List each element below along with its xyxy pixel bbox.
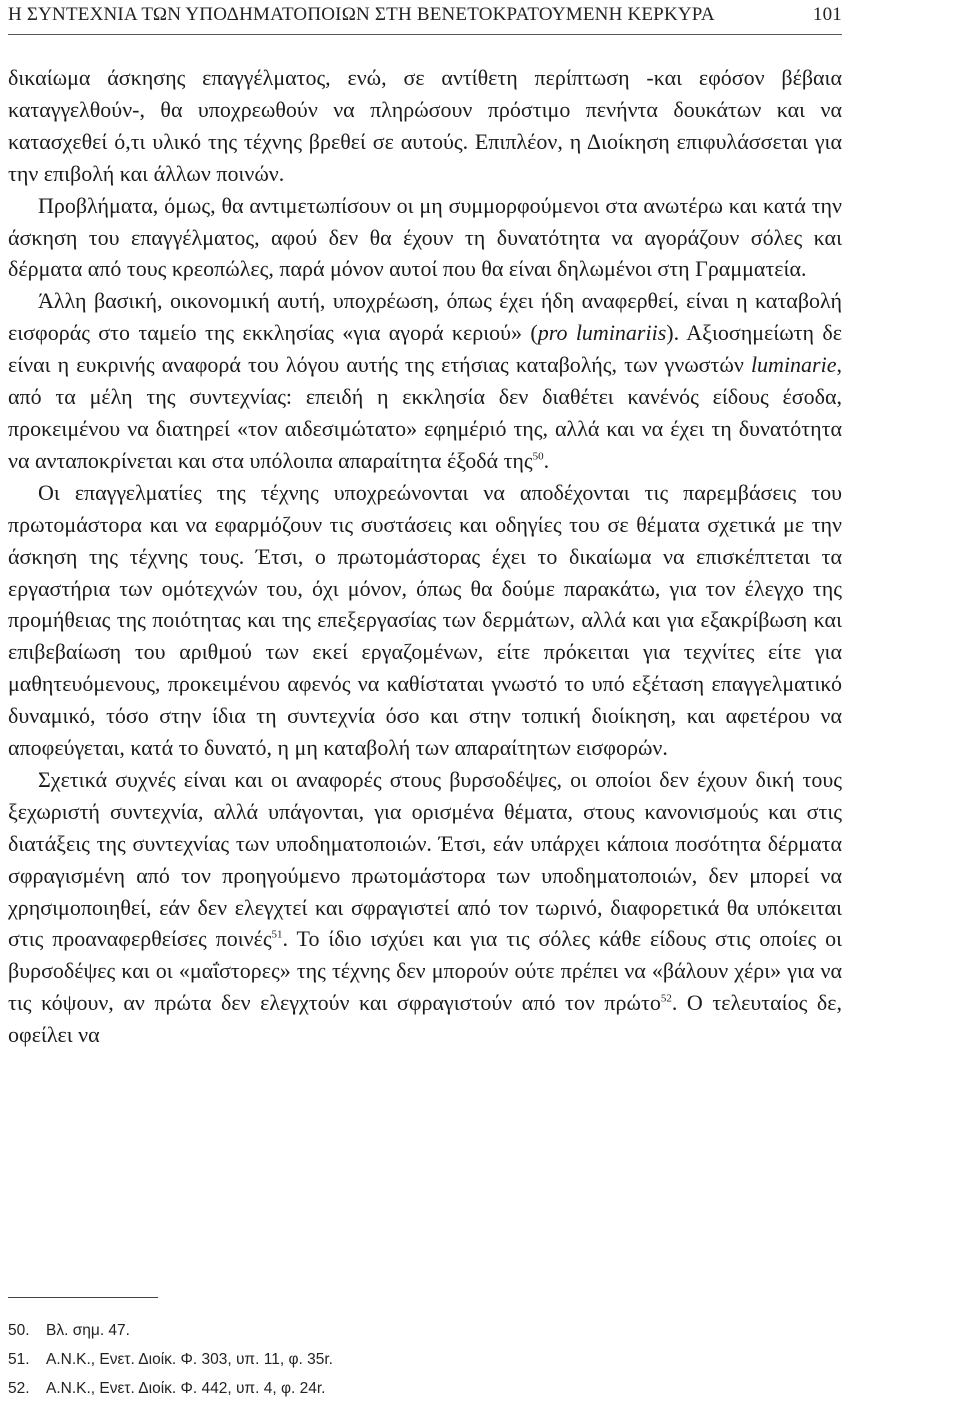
footnote (8, 1374, 842, 1403)
text-run: . Ο τελευταίος δε, οφείλει να (8, 990, 842, 1048)
text-run: . Το ίδιο ισχύει και για τις σόλες κάθε είδους στις οποίες οι βυρσοδέψες και οι «μαΐστορες» της τέχνης δεν μπορούν ούτε πρέπει να «βάλουν χέρι» για να τις κόψουν, αν πρώτα δεν ελεγχτούν και σφραγιστούν από τον πρώτο (8, 926, 843, 1016)
page-number: 101 (812, 4, 842, 25)
footnote-text: Βλ. σημ. 47. (46, 1322, 130, 1339)
text-run: Άλλη βασική, οικονομική αυτή, υποχρέωση, όπως έχει ήδη αναφερθεί, είναι η καταβολή εισφοράς στο ταμείο της εκκλησίας «για αγορά κεριού» ( (8, 288, 842, 346)
footnote-rule (8, 1297, 158, 1298)
footnote-ref[interactable]: 52 (660, 992, 672, 1005)
footnote-text: Α.Ν.Κ., Ενετ. Διοίκ. Φ. 442, υπ. 4, φ. 24r. (46, 1380, 326, 1397)
footnote-number: 50. (8, 1322, 30, 1339)
text-run: , από τα μέλη της συντεχνίας: επειδή η εκκλησία δεν διαθέτει κανένός είδους έσοδα, προκειμένου να διατηρεί «τον αιδεσιμώτατο» εφημέριό της, αλλά και να έχει τη δυνατότητα να ανταποκρίνεται και στα υπόλοιπα απαραίτητα έξοδά της (8, 352, 842, 473)
footnote-ref[interactable]: 51 (271, 929, 283, 942)
paragraph: δικαίωμα άσκησης επαγγέλματος, ενώ, σε αντίθετη περίπτωση -και εφόσον βέβαια καταγγελθούν-, θα υποχρεωθούν να πληρώσουν πρόστιμο πενήντα δουκάτων και να κατασχεθεί ό,τι υλικό της τέχνης βρεθεί σε αυτούς. Επιπλέον, η Διοίκηση επιφυλάσσεται για την επιβολή και άλλων ποινών. (8, 65, 842, 186)
paragraph: Προβλήματα, όμως, θα αντιμετωπίσουν οι μη συμμορφούμενοι στα ανωτέρω και κατά την άσκηση του επαγγέλματος, αφού δεν θα έχουν τη δυνατότητα να αγοράζουν σόλες και δέρματα από τους κρεοπώλες, παρά μόνον αυτοί που θα είναι δηλωμένοι στη Γραμματεία. (8, 192, 842, 282)
running-title: Η ΣΥΝΤΕΧΝΙΑ ΤΩΝ ΥΠΟΔΗΜΑΤΟΠΟΙΩΝ ΣΤΗ ΒΕΝΕΤΟΚΡΑΤΟΥΜΕΝΗ ΚΕΡΚΥΡΑ (8, 4, 715, 25)
footnote (8, 1316, 842, 1345)
text-run: . (543, 447, 550, 473)
footnote-number: 51. (8, 1351, 30, 1368)
paragraph: Οι επαγγελματίες της τέχνης υποχρεώνονται να αποδέχονται τις παρεμβάσεις του πρωτομάστορα και να εφαρμόζουν τις συστάσεις και οδηγίες του σε θέματα σχετικά με την άσκηση της τέχνης τους. Έτσι, ο πρωτομάστορας έχει το δικαίωμα να επισκέπτεται τα εργαστήρια των ομότεχνών του, όχι μόνον, όπως θα δούμε παρακάτω, για τον έλεγχο της προμήθειας της ποιότητας και της επεξεργασίας των δερμάτων, αλλά και για εξακρίβωση και επιβεβαίωση του αριθμού των εκεί εργαζομένων, είτε πρόκειται για τεχνίτες είτε για μαθητευόμενους, προκειμένου αφενός να καθίσταται γνωστό το υπό εξέταση επαγγελματικό δυναμικό, τόσο στην ίδια τη συντεχνία όσο και στην τοπική διοίκηση, και αφετέρου να αποφεύγεται, κατά το δυνατό, η μη καταβολή των απαραίτητων εισφορών. (8, 479, 842, 761)
footnote-number: 52. (8, 1380, 30, 1397)
paragraph (8, 764, 842, 1051)
footnote-text: Α.Ν.Κ., Ενετ. Διοίκ. Φ. 303, υπ. 11, φ. 35r. (46, 1351, 333, 1368)
paragraph (8, 285, 842, 476)
latin-term: luminarie (750, 352, 837, 378)
footnote-ref[interactable]: 50 (532, 450, 544, 463)
text-run: Σχετικά συχνές είναι και οι αναφορές στους βυρσοδέψες, οι οποίοι δεν έχουν δική τους ξεχωριστή συντεχνία, αλλά υπάγονται, για ορισμένα θέματα, στους κανονισμούς και στις διατάξεις της συντεχνίας των υποδηματοποιών. Έτσι, εάν υπάρχει κάποια ποσότητα δέρματα σφραγισμένη από τον προηγούμενο πρωτομάστορα των υποδηματοποιών, δεν μπορεί να χρησιμοποιηθεί, εάν δεν ελεγχτεί και σφραγιστεί από τον τωρινό, διαφορετικά θα υπόκειται στις προαναφερθείσες ποινές (8, 766, 842, 952)
running-header (8, 4, 842, 26)
header-rule (8, 34, 842, 35)
text-run: ). Αξιοσημείωτη δε είναι η ευκρινής αναφορά του λόγου αυτής της ετήσιας καταβολής, των γνωστών (8, 320, 842, 378)
latin-term: pro luminariis (537, 320, 667, 346)
footnote (8, 1345, 842, 1374)
main-text (8, 62, 842, 1051)
footnotes (8, 1316, 842, 1403)
